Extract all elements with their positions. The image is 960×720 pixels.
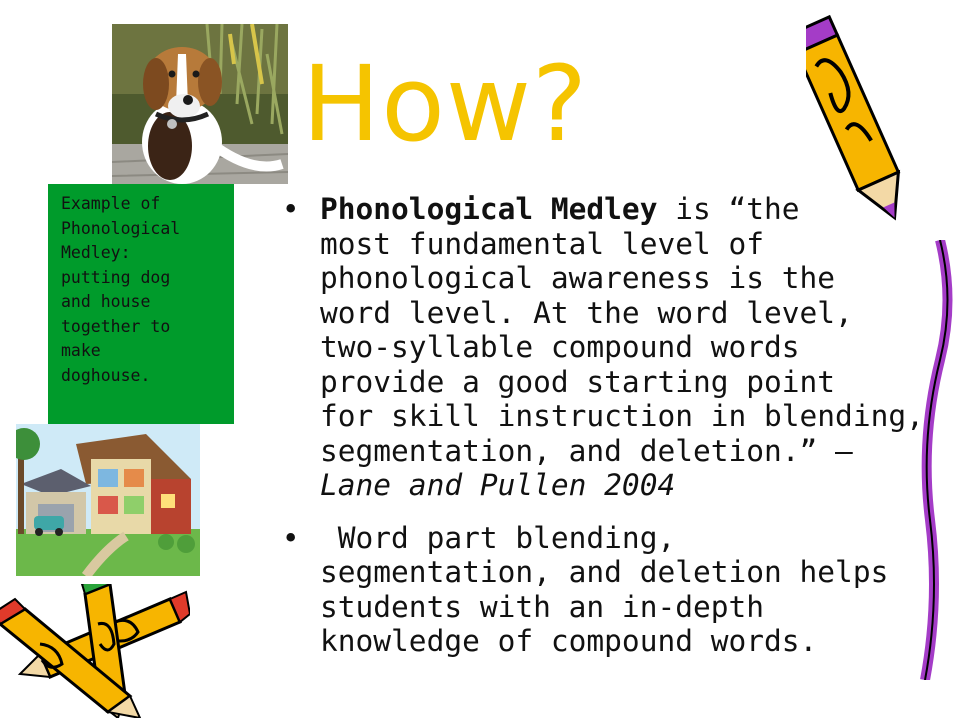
text-line: students with an in-depth xyxy=(320,589,765,624)
text-line: provide a good starting point xyxy=(320,364,836,399)
text-line: knowledge of compound words. xyxy=(320,624,818,658)
caption-line: Phonological xyxy=(61,218,181,238)
bullet-list xyxy=(278,192,938,659)
caption-line: doghouse. xyxy=(61,365,151,385)
text-line: two-syllable compound words xyxy=(320,330,800,364)
text-line: phonological awareness is the xyxy=(320,261,836,295)
bullet-marker: • xyxy=(282,520,300,555)
slide-title: How? xyxy=(302,43,589,165)
text-line: segmentation, and deletion.” – xyxy=(320,433,853,468)
text-line: for skill instruction in blending, xyxy=(320,399,924,433)
text-line: segmentation, and deletion helps xyxy=(320,555,889,589)
caption-line: and house xyxy=(61,292,151,311)
beagle-photo xyxy=(112,24,288,184)
text-line: is “the xyxy=(657,192,800,226)
text-line: word level. At the word level, xyxy=(320,295,853,330)
bullet-item-blending xyxy=(278,521,938,659)
caption-line: Example of xyxy=(61,194,161,213)
example-caption-box xyxy=(48,184,234,424)
caption-line: make xyxy=(61,341,101,360)
citation: Lane and Pullen 2004 xyxy=(320,468,676,502)
caption-line: putting dog xyxy=(61,267,171,287)
house-clipart xyxy=(16,424,200,576)
bullet-marker: • xyxy=(282,192,300,226)
text-line: Word part blending, xyxy=(320,520,676,555)
text-line: most fundamental level of xyxy=(320,226,765,261)
caption-line: Medley: xyxy=(61,243,131,262)
caption-line: together to xyxy=(61,316,171,336)
term-bold: Phonological Medley xyxy=(320,192,658,226)
pencils-cluster-bottom-left xyxy=(0,584,190,718)
bullet-item-definition xyxy=(278,192,938,503)
